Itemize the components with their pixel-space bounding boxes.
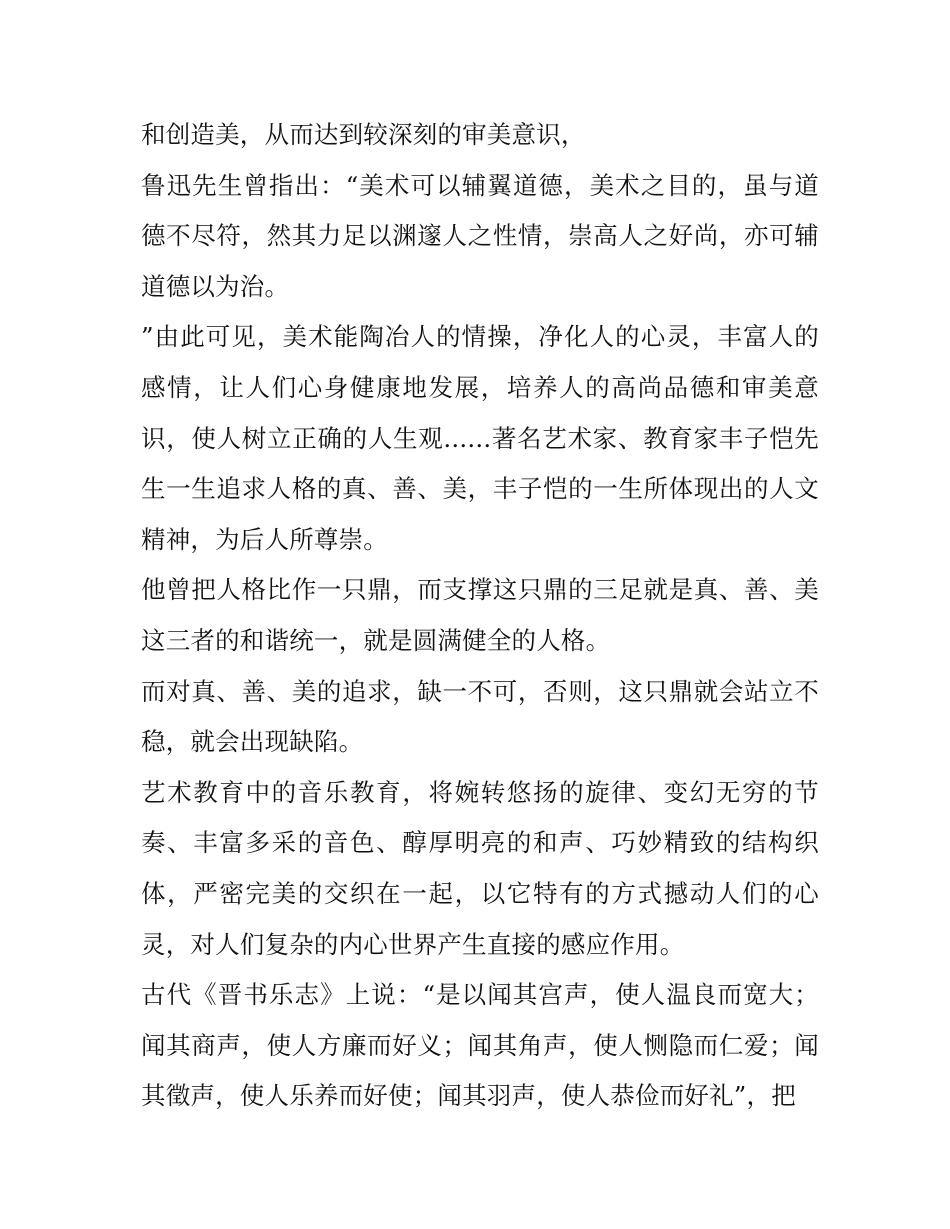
paragraph: ”由此可见，美术能陶冶人的情操，净化人的心灵，丰富人的感情，让人们心身健康地发展，培养人的高尚品德和审美意识，使人树立正确的人生观......著名艺术家、教育家丰子恺先生一生追求人格的真、善、美，丰子恺的一生所体现出的人文精神，为后人所尊崇。 — [141, 322, 819, 554]
document-body — [141, 110, 819, 1122]
paragraph: 艺术教育中的音乐教育，将婉转悠扬的旋律、变幻无穷的节奏、丰富多采的音色、醇厚明亮的和声、巧妙精致的结构织体，严密完美的交织在一起，以它特有的方式撼动人们的心灵，对人们复杂的内心世界产生直接的感应作用。 — [141, 777, 819, 959]
paragraph: 鲁迅先生曾指出：“美术可以辅翼道德，美术之目的，虽与道德不尽符，然其力足以渊邃人之性情，崇高人之好尚，亦可辅道德以为治。 — [141, 170, 819, 301]
paragraph: 和创造美，从而达到较深刻的审美意识， — [141, 120, 586, 149]
paragraph: 古代《晋书乐志》上说：“是以闻其宫声，使人温良而宽大；闻其商声，使人方廉而好义；闻其角声，使人恻隐而仁爱；闻其徵声，使人乐养而好使；闻其羽声，使人恭俭而好礼”，把 — [141, 980, 819, 1111]
paragraph: 而对真、善、美的追求，缺一不可，否则，这只鼎就会站立不稳，就会出现缺陷。 — [141, 676, 819, 757]
paragraph: 他曾把人格比作一只鼎，而支撑这只鼎的三足就是真、善、美这三者的和谐统一，就是圆满健全的人格。 — [141, 575, 819, 655]
